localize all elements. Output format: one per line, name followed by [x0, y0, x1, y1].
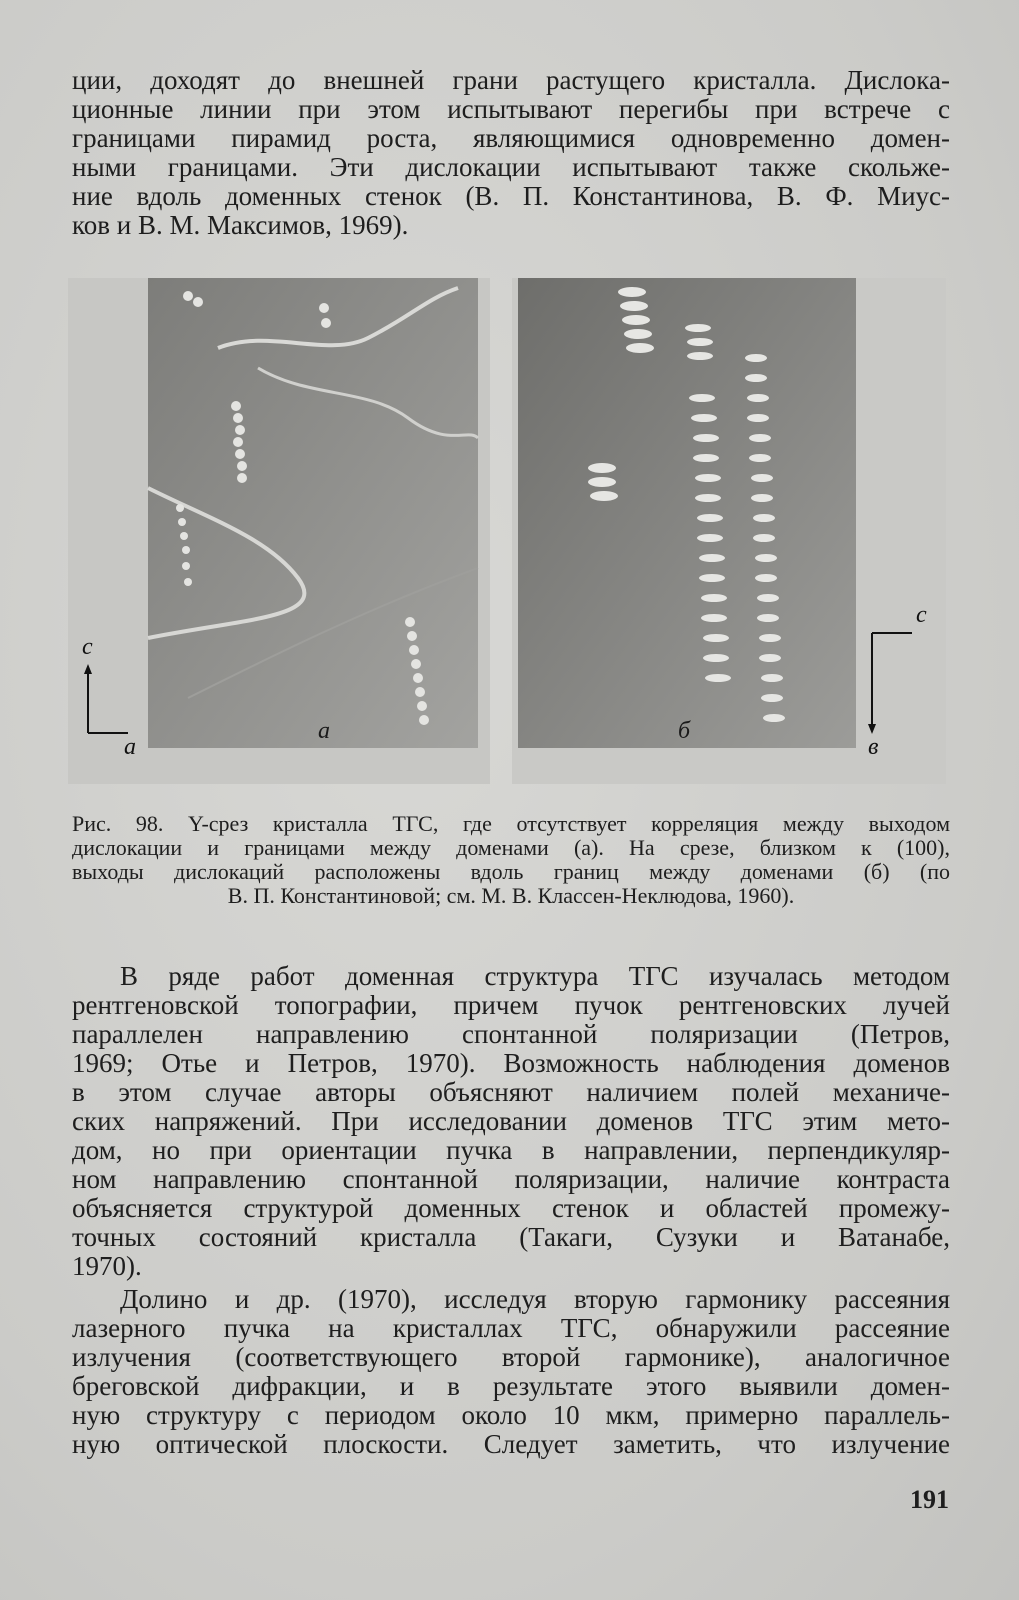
top-paragraph: [72, 66, 950, 240]
text-line: точных состояний кристалла (Такаги, Сузуки и Ватанабе,: [72, 1222, 950, 1252]
text-line: ную структуру с периодом около 10 мкм, примерно параллель-: [72, 1400, 950, 1430]
text-line: 1969; Отье и Петров, 1970). Возможность наблюдения доменов: [72, 1048, 950, 1078]
text-line: ном направлению спонтанной поляризации, наличие контраста: [72, 1164, 950, 1194]
text-line: ских напряжений. При исследовании доменов ТГС этим мето-: [72, 1106, 950, 1136]
text-line: дом, но при ориентации пучка в направлении, перпендикуляр-: [72, 1135, 950, 1165]
text-line: излучения (соответствующего второй гармонике), аналогичное: [72, 1342, 950, 1372]
text-line: в этом случае авторы объясняют наличием полей механиче-: [72, 1077, 950, 1107]
text-line: параллелен направлению спонтанной поляризации (Петров,: [72, 1019, 950, 1049]
figure-98: [68, 278, 946, 784]
caption-line: Рис. 98. Y-срез кристалла ТГС, где отсутствует корреляция между выходом: [72, 811, 950, 836]
panel-label-b: б: [678, 718, 691, 744]
paragraph-1: [72, 962, 950, 1281]
text-line: лазерного пучка на кристаллах ТГС, обнаружили рассеяние: [72, 1313, 950, 1343]
micrograph-panel-a: [68, 278, 490, 784]
caption-line: выходы дислокаций расположены вдоль границ между доменами (б) (по: [72, 859, 950, 884]
text-line: В ряде работ доменная структура ТГС изучалась методом: [120, 961, 950, 991]
caption-line: В. П. Константиновой; см. М. В. Классен-Неклюдова, 1960).: [227, 883, 795, 908]
micrograph-a-image: [68, 278, 490, 784]
text-line: ции, доходят до внешней грани растущего кристалла. Дислока-: [72, 65, 950, 95]
text-line: ную оптической плоскости. Следует заметить, что излучение: [72, 1429, 950, 1459]
micrograph-panel-b: [512, 278, 946, 784]
text-line: рентгеновской топографии, причем пучок рентгеновских лучей: [72, 990, 950, 1020]
axis-label-b-right: в: [868, 734, 879, 760]
text-line: ков и В. М. Максимов, 1969).: [72, 210, 409, 240]
panel-label-a: а: [318, 718, 330, 744]
text-line: 1970).: [72, 1251, 142, 1281]
caption-line: дислокации и границами между доменами (а). На срезе, близком к (100),: [72, 835, 950, 860]
text-line: объясняется структурой доменных стенок и областей промежу-: [72, 1193, 950, 1223]
text-line: ние вдоль доменных стенок (В. П. Константинова, В. Ф. Миус-: [72, 181, 950, 211]
text-line: Долино и др. (1970), исследуя вторую гармонику рассеяния: [120, 1284, 950, 1314]
paragraph-2: [72, 1285, 950, 1459]
page-number: 191: [910, 1485, 949, 1514]
text-line: ционные линии при этом испытывают перегибы при встрече с: [72, 94, 950, 124]
axis-label-a: a: [124, 734, 136, 760]
text-line: бреговской дифракции, и в результате этого выявили домен-: [72, 1371, 950, 1401]
text-line: ными границами. Эти дислокации испытывают также скольже-: [72, 152, 950, 182]
micrograph-b-image: [512, 278, 946, 784]
text-line: границами пирамид роста, являющимися одновременно домен-: [72, 123, 950, 153]
axis-label-c-right: c: [916, 602, 927, 628]
figure-caption: [72, 812, 950, 908]
axis-label-c: c: [82, 634, 93, 660]
